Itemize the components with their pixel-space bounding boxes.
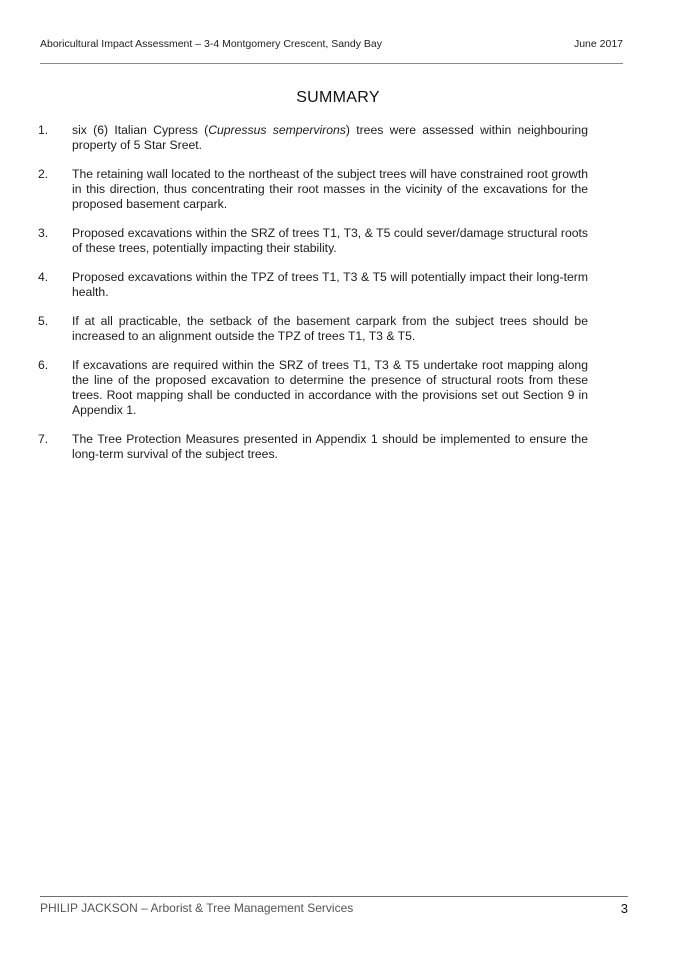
summary-item-5 <box>38 314 588 344</box>
item-number: 3. <box>38 226 49 240</box>
summary-item-2 <box>38 167 588 212</box>
item-number: 6. <box>38 358 49 372</box>
summary-item-6 <box>38 358 588 418</box>
item-text: The retaining wall located to the northeast of the subject trees will have constrained root growth in this direction, thus concentrating their root masses in the vicinity of the excavations for the proposed basement carpark. <box>72 167 588 211</box>
summary-item-7 <box>38 432 588 462</box>
footer-author: PHILIP JACKSON – Arborist & Tree Management Services <box>40 901 354 915</box>
item-number: 7. <box>38 432 49 446</box>
item-text: If excavations are required within the SRZ of trees T1, T3 & T5 undertake root mapping along the line of the proposed excavation to determine the presence of structural roots from these trees. Root mapping shall be conducted in accordance with the provisions set out Section 9 in Appendix 1. <box>72 358 588 417</box>
item-text: If at all practicable, the setback of the basement carpark from the subject trees should be increased to an alignment outside the TPZ of trees T1, T3 & T5. <box>72 314 588 343</box>
header-document-title: Aboricultural Impact Assessment – 3-4 Montgomery Crescent, Sandy Bay <box>40 38 382 50</box>
item-text: The Tree Protection Measures presented in Appendix 1 should be implemented to ensure the long-term survival of the subject trees. <box>72 432 588 461</box>
summary-item-4 <box>38 270 588 300</box>
item-number: 4. <box>38 270 49 284</box>
footer-divider <box>40 896 628 897</box>
item-text <box>72 123 588 153</box>
summary-item-3 <box>38 226 588 256</box>
item-text-pre: six (6) Italian Cypress ( <box>72 123 209 137</box>
item-text: Proposed excavations within the TPZ of trees T1, T3 & T5 will potentially impact their long-term health. <box>72 270 588 299</box>
page-header <box>40 38 623 50</box>
summary-item-1 <box>38 123 588 153</box>
page-number: 3 <box>620 901 628 916</box>
item-number: 2. <box>38 167 49 181</box>
item-number: 5. <box>38 314 49 328</box>
section-title: SUMMARY <box>296 89 380 106</box>
species-name: Cupressus sempervirons <box>208 123 346 137</box>
summary-list <box>38 123 588 476</box>
header-date: June 2017 <box>573 38 623 50</box>
page-footer <box>40 901 628 916</box>
item-text: Proposed excavations within the SRZ of trees T1, T3, & T5 could sever/damage structural roots of these trees, potentially impacting their stability. <box>72 226 588 255</box>
item-number: 1. <box>38 123 49 137</box>
item-text-post: ) trees were assessed within neighbouring property of 5 Star Sreet. <box>72 123 588 152</box>
header-divider <box>40 63 623 64</box>
